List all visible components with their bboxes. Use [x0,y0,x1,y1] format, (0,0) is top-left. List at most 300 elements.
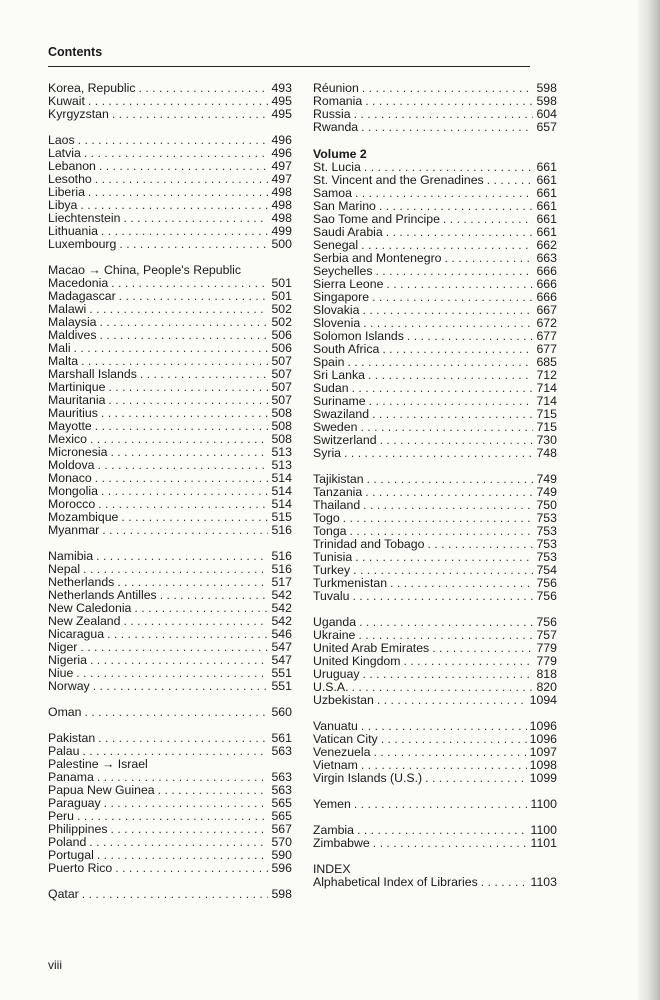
toc-entry[interactable] [313,876,557,889]
entry-page-number: 661 [536,160,557,174]
dot-leader [425,772,527,785]
entry-name: Sri Lanka [313,368,365,382]
entry-page-number: 685 [536,355,557,369]
entry-name: Laos [48,133,75,147]
entry-name: Tunisia [313,550,353,564]
dot-leader [85,706,269,719]
entry-name: New Zealand [48,614,121,628]
dot-leader [88,186,269,199]
dot-leader [160,589,269,602]
toc-entry[interactable] [48,238,292,251]
dot-leader [112,108,269,121]
entry-page-number: 749 [536,472,557,486]
entry-name: Myanmar [48,523,100,537]
entry-page-number: 551 [271,679,292,693]
dot-leader [372,291,533,304]
entry-name: Vatican City [313,732,378,746]
entry-name: Trinidad and Tobago [313,537,425,551]
entry-name: Oman [48,705,82,719]
entry-page-number: 499 [271,224,292,238]
entry-page-number: 563 [271,783,292,797]
dot-leader [373,746,526,759]
entry-name: Switzerland [313,433,377,447]
entry-page-number: 508 [271,406,292,420]
entry-page-number: 1100 [530,823,557,837]
contents-group [313,824,557,850]
entry-page-number: 507 [271,354,292,368]
toc-entry[interactable] [48,186,292,199]
entry-page-number: 498 [271,211,292,225]
dot-leader [386,278,533,291]
entry-page-number: 818 [536,667,557,681]
dot-leader [119,290,269,303]
entry-page-number: 514 [271,484,292,498]
entry-name: Mexico [48,432,87,446]
entry-name: Togo [313,511,340,525]
dot-leader [110,446,268,459]
contents-group [313,147,557,460]
toc-entry[interactable] [48,706,292,719]
entry-name: Philippines [48,822,108,836]
dot-leader [404,655,534,668]
entry-page-number: 516 [271,549,292,563]
entry-page-number: 551 [271,666,292,680]
toc-entry[interactable] [48,524,292,537]
entry-page-number: 730 [536,433,557,447]
entry-name: Malaysia [48,315,97,329]
entry-name: Nigeria [48,653,87,667]
entry-name: Zambia [313,823,355,837]
entry-page-number: 753 [536,537,557,551]
entry-page-number: 662 [536,238,557,252]
contents-group [313,863,557,889]
dot-leader [99,160,269,173]
dot-leader [386,226,534,239]
dot-leader [355,187,534,200]
dot-leader [93,680,269,693]
entry-page-number: 502 [271,315,292,329]
entry-name: Liechtenstein [48,211,121,225]
entry-name: Namibia [48,549,94,563]
entry-name: Syria [313,446,342,460]
dot-leader [354,798,528,811]
entry-name: Mongolia [48,484,98,498]
entry-name: Mali [48,341,71,355]
dot-leader [134,602,268,615]
dot-leader [76,667,268,680]
toc-entry[interactable] [48,342,292,355]
entry-name: Venezuela [313,745,371,759]
entry-name: Saudi Arabia [313,225,383,239]
entry-name: Solomon Islands [313,329,404,343]
entry-name: Niue [48,666,74,680]
entry-page-number: 546 [271,627,292,641]
toc-entry[interactable] [313,590,557,603]
dot-leader [445,252,534,265]
entry-page-number: 507 [271,380,292,394]
entry-name: Mauritius [48,406,98,420]
entry-page-number: 560 [271,705,292,719]
entry-name: Macedonia [48,276,109,290]
entry-page-number: 757 [536,628,557,642]
contents-group [48,134,292,251]
contents-group [313,720,557,785]
entry-page-number: 498 [271,185,292,199]
toc-entry[interactable] [48,628,292,641]
dot-leader [347,356,533,369]
entry-page-number: 657 [536,120,557,134]
entry-name: Singapore [313,290,370,304]
toc-entry[interactable] [313,434,557,447]
dot-leader [74,342,269,355]
dot-leader [80,641,268,654]
dot-leader [108,381,268,394]
toc-entry[interactable] [313,837,557,850]
toc-entry[interactable] [313,772,557,785]
entry-name: Maldives [48,328,97,342]
dot-leader [89,836,268,849]
entry-name: Palau [48,744,80,758]
dot-leader [78,134,269,147]
contents-group [48,706,292,719]
entry-name: Moldova [48,458,95,472]
dot-leader [382,343,533,356]
entry-page-number: 1100 [530,797,557,811]
dot-leader [359,616,533,629]
entry-page-number: 496 [271,133,292,147]
entry-page-number: 750 [536,498,557,512]
dot-leader [362,304,533,317]
entry-page-number: 514 [271,497,292,511]
toc-entry[interactable] [313,668,557,681]
entry-page-number: 753 [536,524,557,538]
dot-leader [101,225,269,238]
entry-page-number: 547 [271,640,292,654]
entry-page-number: 563 [271,744,292,758]
entry-page-number: 1101 [530,836,557,850]
dot-leader [390,577,533,590]
entry-name: Turkey [313,563,351,577]
dot-leader [377,694,527,707]
dot-leader [97,849,269,862]
entry-name: Suriname [313,394,366,408]
dot-leader [101,485,269,498]
entry-name: San Marino [313,199,376,213]
dot-leader [104,797,269,810]
entry-page-number: 756 [536,576,557,590]
toc-entry[interactable] [48,797,292,810]
entry-page-number: 661 [536,199,557,213]
entry-name: Sao Tome and Principe [313,212,440,226]
dot-leader [140,368,269,381]
entry-name: Lebanon [48,159,96,173]
entry-page-number: 749 [536,485,557,499]
entry-page-number: 514 [271,471,292,485]
entry-page-number: 517 [271,575,292,589]
entry-name: Libya [48,198,78,212]
dot-leader [100,316,269,329]
dot-leader [363,499,533,512]
page-edge-shadow [638,0,660,1000]
entry-name: Malta [48,354,79,368]
entry-page-number: 542 [271,588,292,602]
dot-leader [354,108,534,121]
entry-page-number: 497 [271,172,292,186]
entry-name: Romania [313,94,363,108]
dot-leader [372,408,533,421]
contents-group [313,473,557,603]
entry-page-number: 714 [536,394,557,408]
dot-leader [380,434,534,447]
dot-leader [381,733,527,746]
entry-page-number: 661 [536,173,557,187]
entry-name: Kuwait [48,94,85,108]
contents-group [313,82,557,134]
entry-name: Lesotho [48,172,92,186]
dot-leader [100,329,269,342]
entry-page-number: 667 [536,303,557,317]
entry-page-number: 666 [536,264,557,278]
entry-name: Palestine → Israel [48,757,148,771]
entry-page-number: 497 [271,159,292,173]
toc-entry[interactable] [48,732,292,745]
toc-entry[interactable] [48,680,292,693]
dot-leader [108,394,268,407]
dot-leader [107,628,268,641]
dot-leader [95,173,269,186]
entry-name: Tonga [313,524,347,538]
contents-group [48,550,292,693]
toc-entry[interactable] [48,654,292,667]
dot-leader [361,121,533,134]
entry-page-number: 661 [536,212,557,226]
toc-entry[interactable] [313,499,557,512]
dot-leader [360,421,533,434]
entry-page-number: 661 [536,225,557,239]
dot-leader [373,837,528,850]
dot-leader [362,668,533,681]
toc-entry[interactable] [48,329,292,342]
dot-leader [487,174,534,187]
entry-page-number: 495 [271,107,292,121]
dot-leader [361,720,527,733]
entry-page-number: 567 [271,822,292,836]
entry-name: Ukraine [313,628,356,642]
entry-name: Vietnam [313,758,358,772]
entry-page-number: 779 [536,641,557,655]
entry-name: Zimbabwe [313,836,370,850]
entry-page-number: 715 [536,407,557,421]
contents-column-left [48,82,292,914]
page-title: Contents [48,45,103,59]
contents-group [313,798,557,811]
toc-entry[interactable] [313,694,557,707]
toc-entry[interactable] [48,108,292,121]
dot-leader [110,823,268,836]
entry-page-number: 542 [271,601,292,615]
entry-name: Malawi [48,302,87,316]
entry-page-number: 712 [536,368,557,382]
entry-page-number: 498 [271,198,292,212]
dot-leader [343,512,534,525]
entry-name: Yemen [313,797,351,811]
entry-page-number: 508 [271,432,292,446]
entry-name: Qatar [48,887,79,901]
entry-name: Thailand [313,498,361,512]
entry-page-number: 715 [536,420,557,434]
dot-leader [98,732,268,745]
dot-leader [481,876,528,889]
contents-group [48,888,292,901]
entry-page-number: 501 [271,276,292,290]
entry-name: Portugal [48,848,94,862]
entry-page-number: 820 [536,680,557,694]
entry-name: Mauritania [48,393,106,407]
dot-leader [88,95,269,108]
toc-entry[interactable] [48,862,292,875]
entry-name: Micronesia [48,445,108,459]
entry-name: Samoa [313,186,352,200]
entry-page-number: 661 [536,186,557,200]
entry-name: United Arab Emirates [313,641,430,655]
entry-page-number: 779 [536,654,557,668]
dot-leader [123,212,268,225]
entry-page-number: 753 [536,550,557,564]
entry-page-number: 604 [536,107,557,121]
entry-page-number: 1103 [530,875,557,889]
toc-entry[interactable] [48,550,292,563]
dot-leader [96,550,268,563]
entry-name: Madagascar [48,289,116,303]
entry-page-number: 598 [536,81,557,95]
entry-page-number: 501 [271,289,292,303]
dot-leader [365,486,533,499]
contents-group [48,264,292,537]
entry-page-number: 748 [536,446,557,460]
entry-name: Sweden [313,420,358,434]
toc-entry[interactable] [48,134,292,147]
dot-leader [123,615,268,628]
entry-name: Tanzania [313,485,363,499]
entry-page-number: 565 [271,809,292,823]
entry-page-number: 753 [536,511,557,525]
dot-leader [362,82,534,95]
entry-page-number: 666 [536,290,557,304]
entry-name: Macao → China, People's Republic [48,263,242,277]
entry-page-number: 714 [536,381,557,395]
contents-group [48,82,292,121]
entry-name: Pakistan [48,731,96,745]
dot-leader [89,303,268,316]
entry-page-number: 565 [271,796,292,810]
entry-name: Kyrgyzstan [48,107,109,121]
entry-name: Alphabetical Index of Libraries [313,875,478,889]
page-number: viii [48,958,62,972]
dot-leader [95,472,269,485]
contents-group [313,616,557,707]
entry-name: Tuvalu [313,589,350,603]
entry-name: Russia [313,107,351,121]
entry-name: Niger [48,640,78,654]
entry-name: Spain [313,355,345,369]
toc-entry[interactable] [313,447,557,460]
entry-page-number: 496 [271,146,292,160]
dot-leader [368,369,534,382]
entry-name: United Kingdom [313,654,401,668]
contents-column-right [313,82,557,902]
entry-page-number: 513 [271,445,292,459]
dot-leader [121,511,268,524]
entry-page-number: 666 [536,277,557,291]
toc-entry[interactable] [313,512,557,525]
entry-page-number: 515 [271,510,292,524]
dot-leader [82,888,269,901]
toc-entry[interactable] [313,343,557,356]
entry-name: St. Lucia [313,160,361,174]
dot-leader [98,498,268,511]
entry-name: Sierra Leone [313,277,384,291]
entry-page-number: 495 [271,94,292,108]
dot-leader [355,551,533,564]
entry-page-number: 500 [271,237,292,251]
entry-page-number: 663 [536,251,557,265]
dot-leader [101,407,269,420]
entry-page-number: 677 [536,342,557,356]
entry-name: Virgin Islands (U.S.) [313,771,423,785]
entry-page-number: 507 [271,367,292,381]
dot-leader [352,590,533,603]
entry-name: New Caledonia [48,601,132,615]
entry-name: St. Vincent and the Grenadines [313,173,484,187]
entry-name: Nepal [48,562,81,576]
entry-page-number: 506 [271,328,292,342]
entry-page-number: 756 [536,615,557,629]
toc-entry[interactable] [313,121,557,134]
entry-name: Mayotte [48,419,92,433]
contents-group [48,732,292,875]
entry-name: Vanuatu [313,719,358,733]
entry-name: Paraguay [48,796,101,810]
entry-name: Luxembourg [48,237,117,251]
entry-name: Slovenia [313,316,361,330]
entry-page-number: 513 [271,458,292,472]
dot-leader [357,824,528,837]
entry-page-number: 1096 [529,719,557,733]
entry-page-number: 516 [271,523,292,537]
toc-entry[interactable] [313,798,557,811]
entry-name: Puerto Rico [48,861,113,875]
entry-name: Turkmenistan [313,576,388,590]
dot-leader [119,238,268,251]
toc-entry[interactable] [48,888,292,901]
entry-name: Poland [48,835,87,849]
toc-entry[interactable] [313,577,557,590]
toc-entry[interactable] [313,369,557,382]
dot-leader [102,524,268,537]
entry-page-number: 754 [536,563,557,577]
dot-leader [427,538,533,551]
entry-page-number: 590 [271,848,292,862]
dot-leader [90,433,269,446]
entry-name: Uganda [313,615,357,629]
entry-name: Senegal [313,238,359,252]
entry-name: Peru [48,809,74,823]
dot-leader [115,862,268,875]
entry-name: Liberia [48,185,85,199]
entry-name: Papua New Guinea [48,783,155,797]
entry-name: Seychelles [313,264,373,278]
entry-page-number: 1099 [529,771,557,785]
